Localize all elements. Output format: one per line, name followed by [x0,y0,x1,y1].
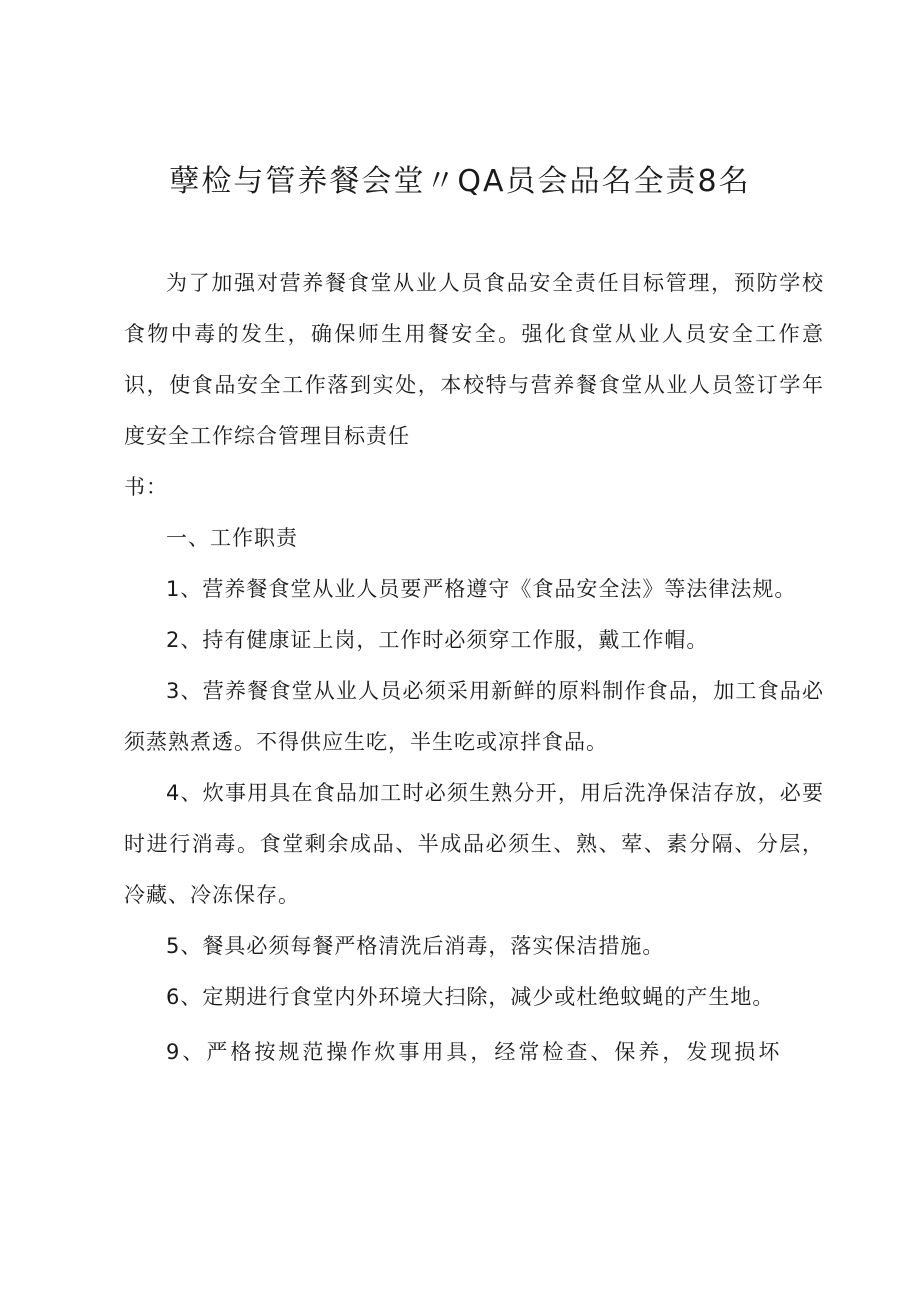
duty-item-3: 3、营养餐食堂从业人员必须采用新鲜的原料制作食品，加工食品必须蒸熟煮透。不得供应生吃，半生吃或凉拌食品。 [124,679,824,754]
document-body [124,258,824,1078]
duty-item-1: 1、营养餐食堂从业人员要严格遵守《食品安全法》等法律法规。 [166,577,797,601]
intro-tail: 书： [124,475,168,499]
intro-paragraph: 为了加强对营养餐食堂从业人员食品安全责任目标管理，预防学校食物中毒的发生，确保师生用餐安全。强化食堂从业人员安全工作意识，使食品安全工作落到实处，本校特与营养餐食堂从业人员签订学年度安全工作综合管理目标责任 [124,271,824,448]
duty-item-2: 2、持有健康证上岗，工作时必须穿工作服，戴工作帽。 [166,628,709,652]
document-title: 孽检与管养餐会堂〃QA员会品名全责8名 [169,164,751,199]
duty-item-6: 6、定期进行食堂内外环境大扫除，减少或杜绝蚊蝇的产生地。 [166,985,775,1009]
duty-item-5: 5、餐具必须每餐严格清洗后消毒，落实保洁措施。 [166,934,665,958]
duty-item-4: 4、炊事用具在食品加工时必须生熟分开，用后洗净保洁存放，必要时进行消毒。食堂剩余成品、半成品必须生、熟、荤、素分隔、分层，冷藏、冷冻保存。 [124,781,824,907]
section-heading: 一、工作职责 [166,526,298,550]
duty-item-9: 9、严格按规范操作炊事用具，经常检查、保养，发现损坏 [166,1040,783,1064]
